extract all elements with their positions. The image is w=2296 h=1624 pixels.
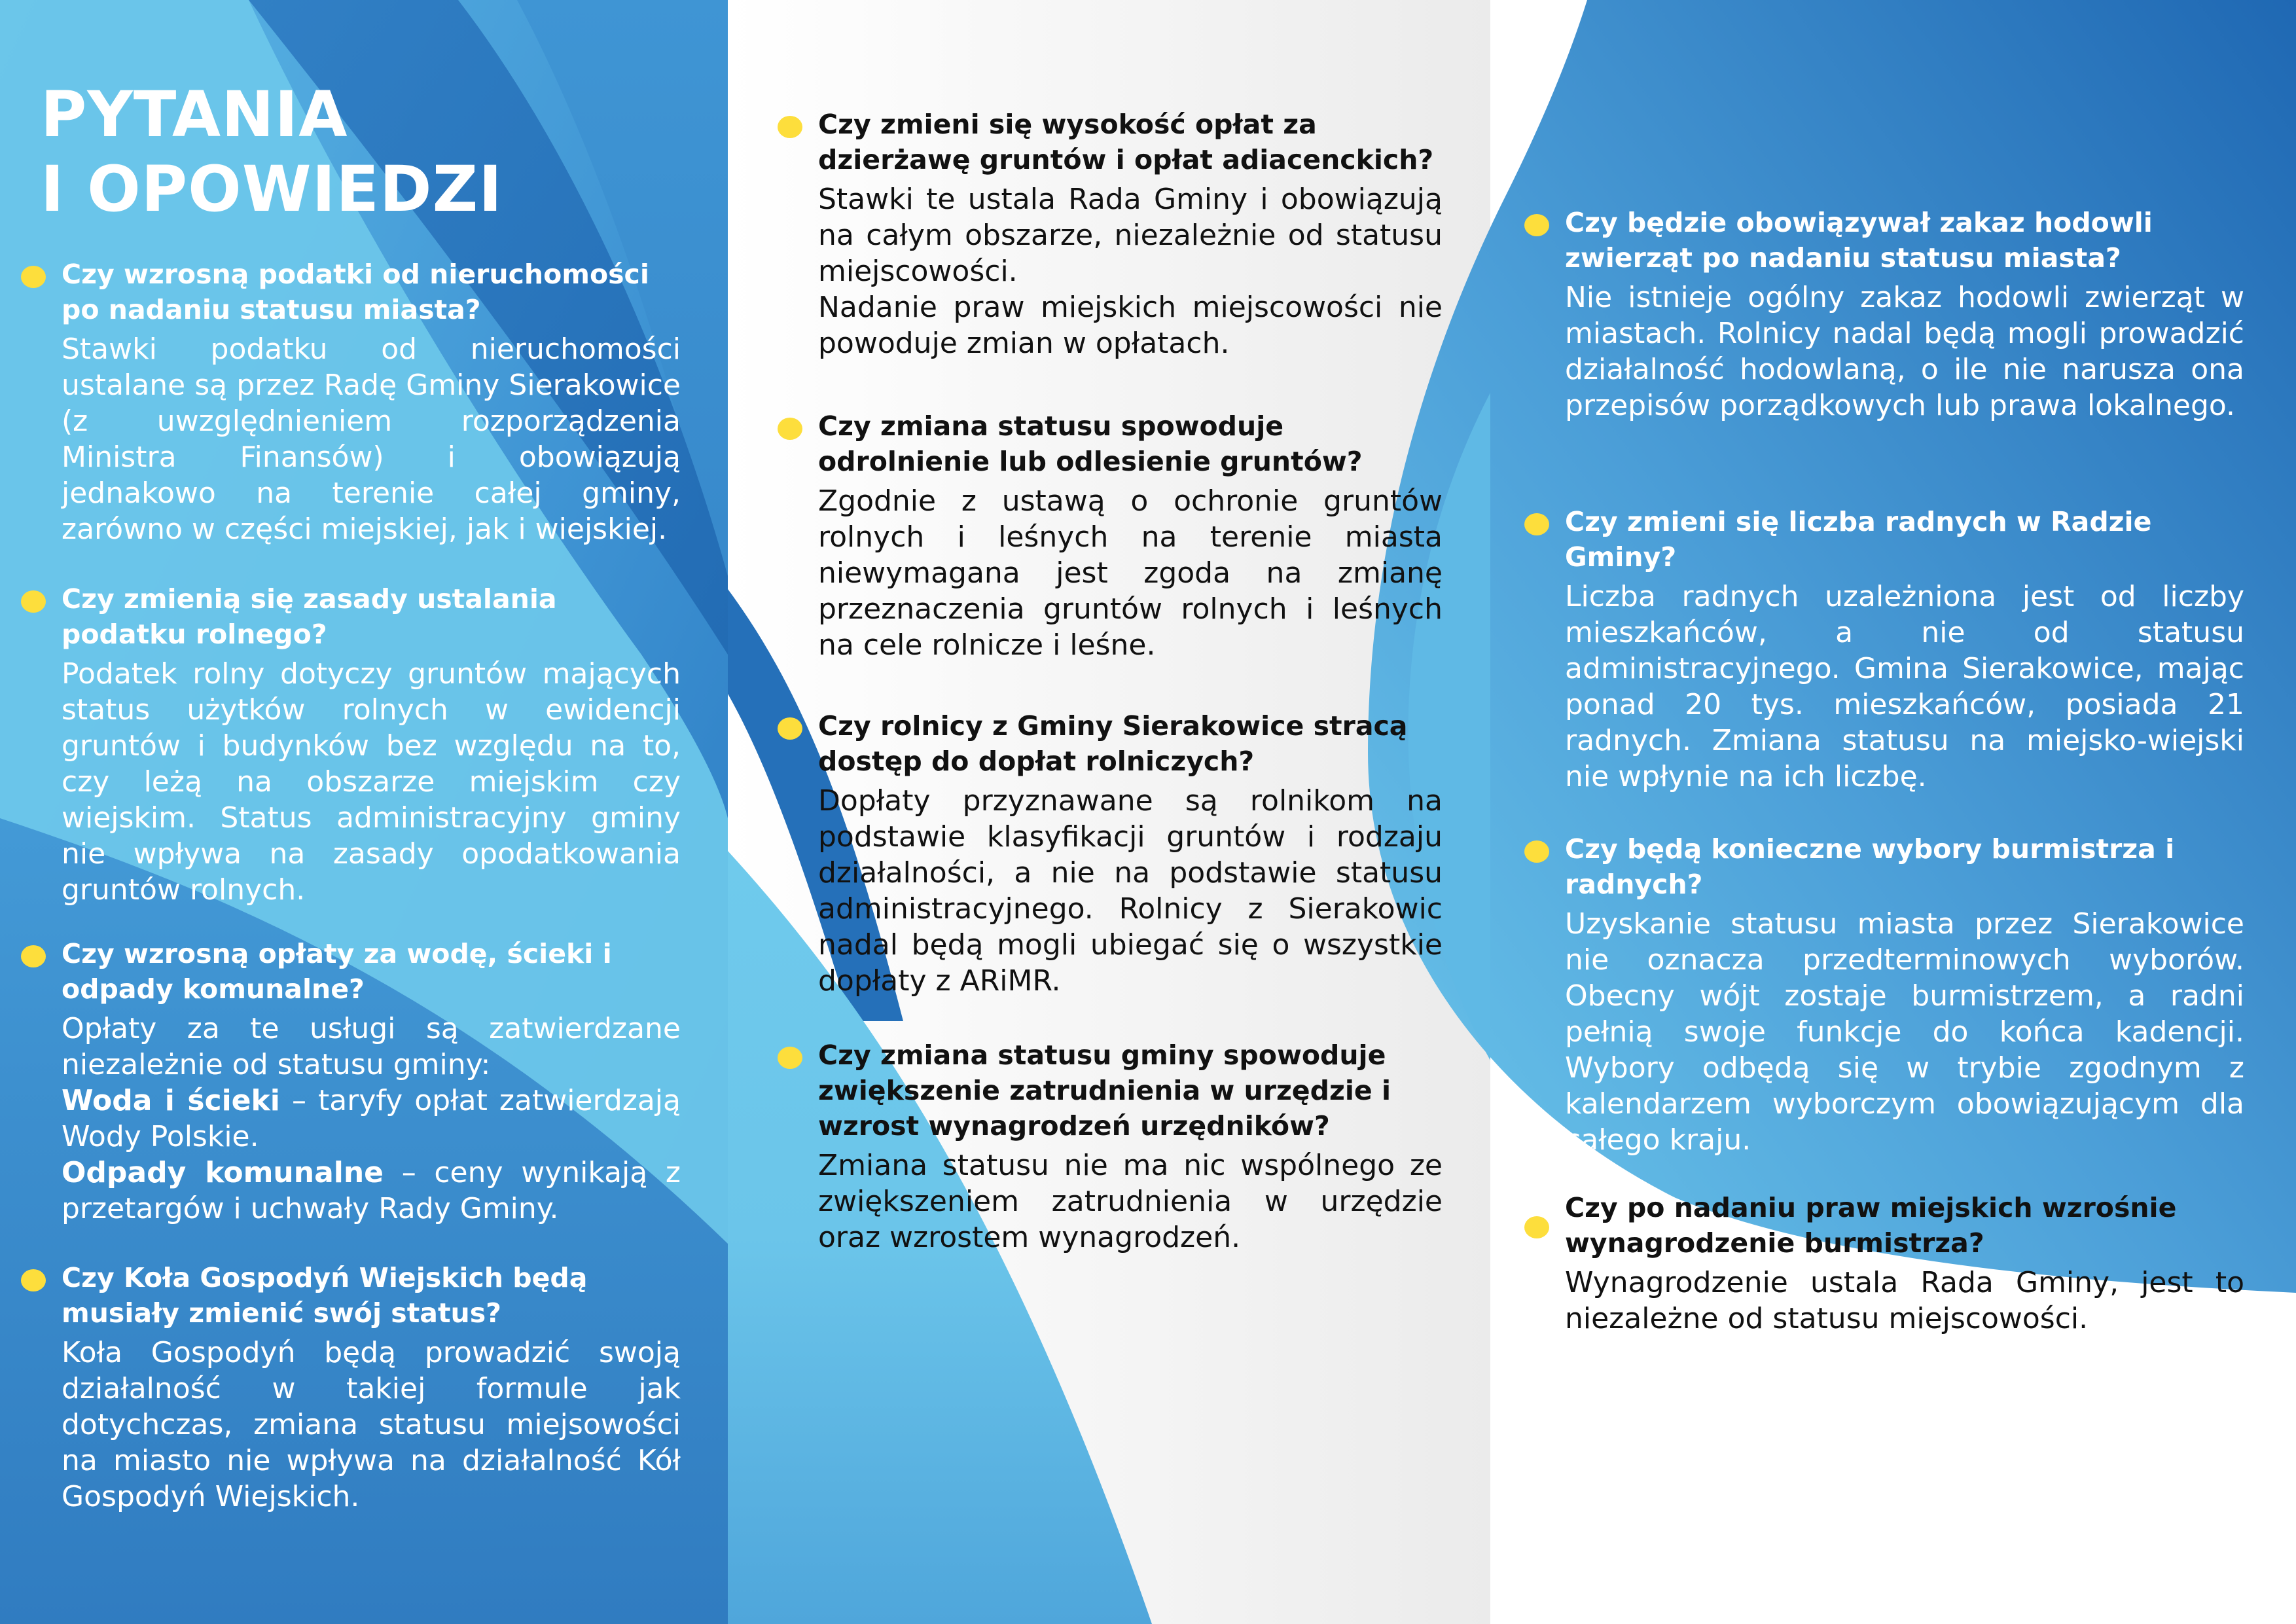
- bullet-dot-icon: [21, 945, 46, 967]
- faq-answer: Podatek rolny dotyczy gruntów mających status użytków rolnych w ewidencji gruntów i budynków bez względu na to, czy leżą na obszarze miejskim czy wiejskim. Status administracyjny gminy nie wpływa na zasady opodatkowania gruntów rolnych.: [62, 657, 681, 907]
- bullet-dot-icon: [21, 1269, 46, 1291]
- bullet-dot-icon: [778, 418, 802, 440]
- faq-answer: Wynagrodzenie ustala Rada Gminy, jest to niezależne od statusu miejscowości.: [1565, 1266, 2244, 1335]
- faq-answer: Stawki te ustala Rada Gminy i obowiązują na całym obszarze, niezależnie od statusu miejscowości. Nadanie praw miejskich miejscowości nie powoduje zmian w opłatach.: [818, 183, 1443, 360]
- faq-answer: Liczba radnych uzależniona jest od liczby mieszkańców, a nie od statusu administracyjnego. Gmina Sierakowice, mając ponad 20 tys. mieszkańców, posiada 21 radnych. Zmiana statusu na miejsko-wiejski nie wpłynie na ich liczbę.: [1565, 580, 2244, 793]
- faq-answer: Opłaty za te usługi są zatwierdzane niezależnie od statusu gminy: Woda i ścieki – taryfy opłat zatwierdzają Wody Polskie. Odpady komunalne – ceny wynikają z przetargów i uchwały Rady Gminy.: [62, 1012, 681, 1225]
- bullet-dot-icon: [1524, 513, 1549, 535]
- faq-item: [62, 581, 681, 908]
- faq-question: Czy zmiana statusu spowoduje odrolnienie lub odlesienie gruntów?: [818, 410, 1363, 477]
- bullet-dot-icon: [1524, 840, 1549, 863]
- bullet-dot-icon: [21, 266, 46, 288]
- faq-item: [62, 1260, 681, 1515]
- bullet-dot-icon: [778, 1047, 802, 1069]
- faq-question: Czy wzrosną podatki od nieruchomości po nadaniu statusu miasta?: [62, 259, 649, 325]
- faq-question: Czy Koła Gospodyń Wiejskich będą musiały zmienić swój status?: [62, 1262, 588, 1329]
- faq-item: [1565, 504, 2244, 795]
- answer-item: Odpady komunalne – ceny wynikają z przetargów i uchwały Rady Gminy.: [62, 1156, 681, 1225]
- bullet-dot-icon: [1524, 214, 1549, 236]
- faq-answer: Uzyskanie statusu miasta przez Sierakowice nie oznacza przedterminowych wyborów. Obecny wójt zostaje burmistrzem, a radni pełnią swoje funkcje do końca kadencji. Wybory odbędą się w trybie zgodnym z kalendarzem wyborczym obowiązującym dla całego kraju.: [1565, 907, 2244, 1157]
- faq-item: [1565, 831, 2244, 1158]
- faq-answer: Stawki podatku od nieruchomości ustalane są przez Radę Gminy Sierakowice (z uwzględnieniem rozporządzenia Ministra Finansów) i obowiązują jednakowo na terenie całej gminy, zarówno w części miejskiej, jak i wiejskiej.: [62, 333, 681, 546]
- faq-question: Czy będzie obowiązywał zakaz hodowli zwierząt po nadaniu statusu miasta?: [1565, 207, 2153, 274]
- answer-item: Woda i ścieki – taryfy opłat zatwierdzają Wody Polskie.: [62, 1084, 681, 1153]
- faq-question: Czy wzrosną opłaty za wodę, ścieki i odpady komunalne?: [62, 938, 612, 1005]
- faq-question: Czy zmieni się wysokość opłat za dzierżawę gruntów i opłat adiacenckich?: [818, 109, 1434, 175]
- faq-answer: Nie istnieje ogólny zakaz hodowli zwierząt w miastach. Rolnicy nadal będą mogli prowadzić działalność hodowlaną, o ile nie narusza ona przepisów porządkowych lub prawa lokalnego.: [1565, 281, 2244, 422]
- title-line-2: I OPOWIEDZI: [41, 153, 503, 226]
- faq-answer: Dopłaty przyznawane są rolnikom na podstawie klasyfikacji gruntów i rodzaju działalności, a nie na podstawie statusu administracyjnego. Rolnicy z Sierakowic nadal będą mogli ubiegać się o wszystkie dopłaty z ARiMR.: [818, 784, 1443, 998]
- bullet-dot-icon: [778, 116, 802, 138]
- faq-question: Czy rolnicy z Gminy Sierakowice stracą dostęp do dopłat rolniczych?: [818, 710, 1408, 777]
- faq-item: [1565, 205, 2244, 424]
- bullet-dot-icon: [21, 590, 46, 613]
- faq-item: [818, 107, 1443, 361]
- page-title: [41, 77, 503, 226]
- bullet-dot-icon: [778, 717, 802, 740]
- faq-question: Czy zmieni się liczba radnych w Radzie Gminy?: [1565, 506, 2152, 573]
- bullet-dot-icon: [1524, 1216, 1549, 1238]
- faq-item: [62, 936, 681, 1227]
- faq-question: Czy będą konieczne wybory burmistrza i radnych?: [1565, 833, 2175, 900]
- faq-item: [1565, 1190, 2244, 1337]
- title-line-1: PYTANIA: [41, 78, 348, 151]
- faq-item: [818, 408, 1443, 663]
- faq-question: Czy zmienią się zasady ustalania podatku rolnego?: [62, 583, 557, 650]
- faq-answer: Koła Gospodyń będą prowadzić swoją działalność w takiej formule jak dotychczas, zmiana statusu miejsowości na miasto nie wpływa na działalność Kół Gospodyń Wiejskich.: [62, 1336, 681, 1513]
- faq-item: [818, 708, 1443, 999]
- faq-question: Czy po nadaniu praw miejskich wzrośnie wynagrodzenie burmistrza?: [1565, 1192, 2177, 1259]
- faq-answer: Zmiana statusu nie ma nic wspólnego ze zwiększeniem zatrudnienia w urzędzie oraz wzrostem wynagrodzeń.: [818, 1149, 1443, 1254]
- faq-item: [62, 257, 681, 547]
- faq-answer: Zgodnie z ustawą o ochronie gruntów rolnych i leśnych na terenie miasta niewymagana jest zgoda na zmianę przeznaczenia gruntów rolnych i leśnych na cele rolnicze i leśne.: [818, 484, 1443, 662]
- faq-question: Czy zmiana statusu gminy spowoduje zwiększenie zatrudnienia w urzędzie i wzrost wynagrodzeń urzędników?: [818, 1039, 1391, 1142]
- faq-item: [818, 1038, 1443, 1255]
